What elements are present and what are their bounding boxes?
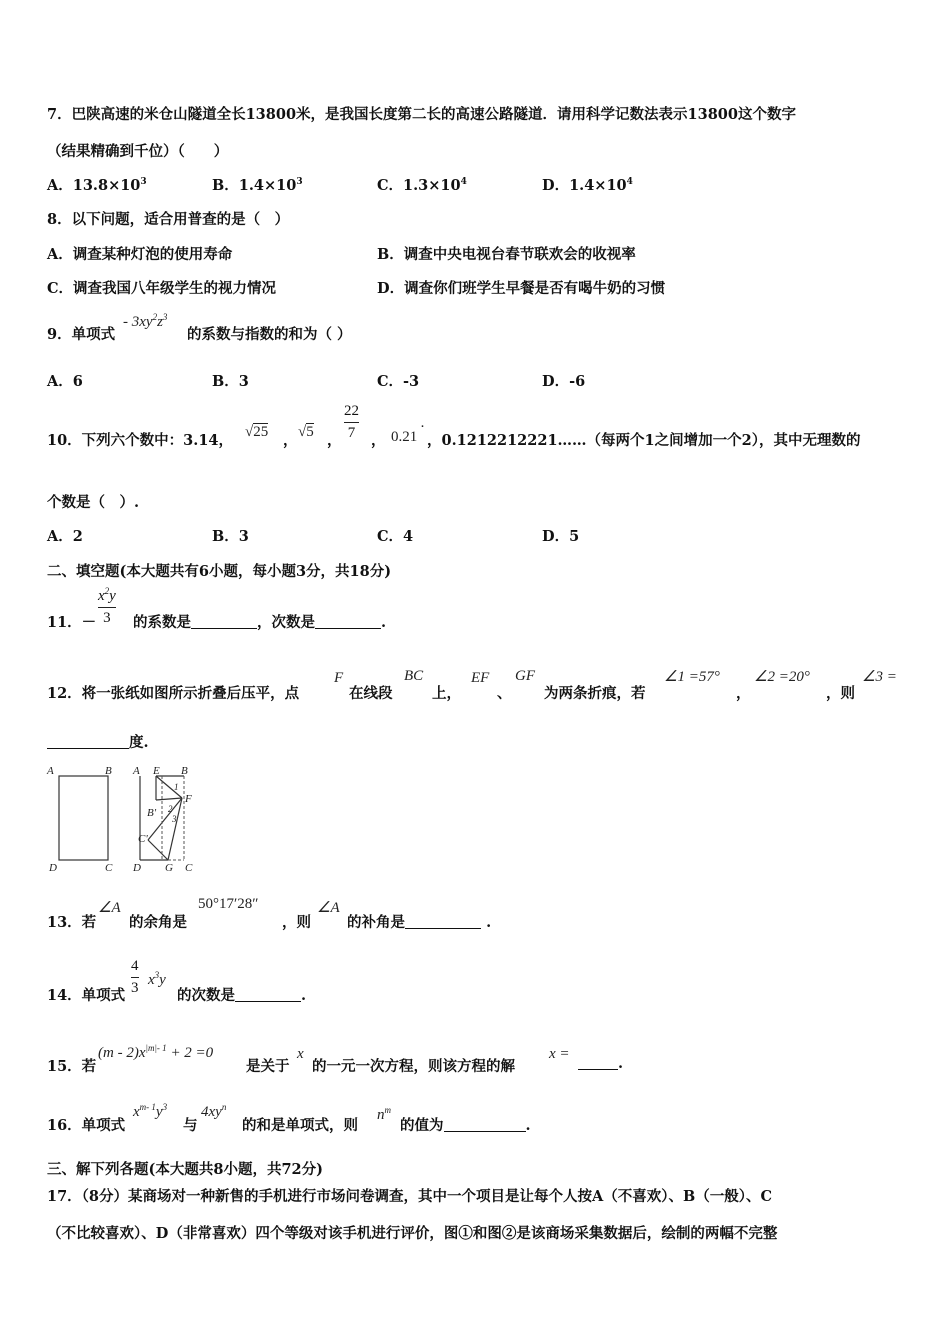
q15-part3: 的一元一次方程，则该方程的解 xyxy=(312,1058,515,1075)
fig-label-b2: B xyxy=(181,765,188,777)
q12-part1: 12．将一张纸如图所示折叠后压平，点 xyxy=(47,685,300,702)
q16-part2: 与 xyxy=(183,1117,198,1134)
q12-fold-figure xyxy=(44,760,204,878)
q12-blank[interactable] xyxy=(47,734,129,749)
fig-label-a2: A xyxy=(133,765,140,777)
q12-segment-ef: EF xyxy=(471,670,490,686)
q15-blank[interactable] xyxy=(578,1055,618,1070)
fig-label-e: E xyxy=(153,765,160,777)
q16-part3: 的和是单项式，则 xyxy=(242,1117,358,1134)
fig-label-c-prime: C' xyxy=(138,833,148,845)
fig-label-c: C xyxy=(105,862,113,874)
fig-label-1: 1 xyxy=(174,782,179,792)
q10-option-c: C．4 xyxy=(377,528,414,545)
q9-prefix: 9．单项式 xyxy=(47,326,116,343)
q13-part3: ，则 xyxy=(282,914,311,931)
q9-option-b: B．3 xyxy=(212,373,249,390)
fig-label-d2: D xyxy=(133,862,141,874)
q7-option-a: A．$13.8\times 10^3$ xyxy=(47,177,147,194)
fig-label-b-prime: B' xyxy=(147,807,157,819)
q12-part3: 上， xyxy=(432,685,461,702)
q7-stem-line2: （结果精确到千位）（ ） xyxy=(47,143,229,160)
q10-option-a: A．2 xyxy=(47,528,83,545)
q12-line2: 度. xyxy=(47,731,149,752)
q14-monomial: $x^3y$ xyxy=(148,970,166,988)
q10-line2: 个数是（ ）. xyxy=(47,494,140,511)
fig-label-f: F xyxy=(185,793,192,805)
fig-fold-2 xyxy=(156,798,182,800)
q13-blank[interactable] xyxy=(405,914,481,929)
q13-value: 50°17′28″ xyxy=(198,896,259,912)
fig-label-b: B xyxy=(105,765,112,777)
q16-monomial-1: $x^{m- 1}y^3$ xyxy=(133,1102,168,1120)
q7-option-d: D．$1.4\times 10^4$ xyxy=(542,177,633,194)
fig-label-3: 3 xyxy=(172,814,177,824)
q15-solution-x: x = xyxy=(549,1046,570,1062)
q8-option-a: A．调查某种灯泡的使用寿命 xyxy=(47,246,233,263)
fig-fold-4 xyxy=(148,840,168,860)
q10-option-d: D．5 xyxy=(542,528,580,545)
q16-monomial-2: $4xy^n$ xyxy=(201,1102,227,1120)
fig-label-2: 2 xyxy=(168,804,173,814)
q15-blank-wrap: . xyxy=(578,1055,623,1072)
q10-mid: ，0.1212212221……（每两个1之间增加一个2），其中无理数的 xyxy=(427,432,861,449)
q12-angle-3: ∠3 = xyxy=(862,669,897,685)
q11-fraction: $x^2y$ 3 xyxy=(98,586,116,626)
fig-label-c2: C xyxy=(185,862,193,874)
q15-part2: 是关于 xyxy=(246,1058,290,1075)
q10-prefix: 10．下列六个数中：3.14， xyxy=(47,432,233,449)
q16-power: $n^m$ xyxy=(377,1105,391,1123)
q17-line1: 17．（8分）某商场对一种新售的手机进行市场问卷调查，其中一个项目是让每个人按A（不喜欢）、B（一般）、C xyxy=(47,1188,773,1205)
q15-part1: 15．若 xyxy=(47,1058,97,1075)
q10-fraction: 22 7 xyxy=(344,403,359,441)
q8-option-b: B．调查中央电视台春节联欢会的收视率 xyxy=(377,246,636,263)
q9-option-d: D．-6 xyxy=(542,373,586,390)
q16-blank[interactable] xyxy=(444,1117,526,1132)
q11-prefix: 11．－ xyxy=(47,614,97,631)
fig-label-g: G xyxy=(165,862,173,874)
q14-fraction: 4 3 xyxy=(131,958,139,996)
fig-label-a: A xyxy=(47,765,54,777)
q11-blank-1[interactable] xyxy=(191,614,257,629)
section-2-heading: 二、填空题(本大题共有6小题，每小题3分，共18分) xyxy=(47,563,392,580)
q10-sep3: ， xyxy=(371,432,386,449)
q12-segment-gf: GF xyxy=(515,668,535,684)
q9-option-a: A．6 xyxy=(47,373,83,390)
q7-option-b: B．$1.4\times 10^3$ xyxy=(212,177,303,194)
q12-part6: ，则 xyxy=(826,685,855,702)
q12-angle-1: ∠1 =57° xyxy=(664,669,720,685)
fig-label-d: D xyxy=(49,862,57,874)
fig-rect-abcd xyxy=(59,776,108,860)
q12-part4: 、 xyxy=(497,685,512,702)
q14-part2: 的次数是 . xyxy=(177,987,307,1004)
q10-sqrt-25: √25 xyxy=(245,424,269,440)
q12-sep: ， xyxy=(736,685,751,702)
q9-monomial: - $3xy^2z^3$ xyxy=(123,312,168,330)
q13-angle-a2: ∠A xyxy=(317,900,340,916)
q15-equation: $(m - 2)x^{|m|- 1} + 2 =0$ xyxy=(98,1043,214,1061)
q9-suffix: 的系数与指数的和为（ ） xyxy=(187,326,352,343)
q16-part1: 16．单项式 xyxy=(47,1117,126,1134)
q16-part4: 的值为 . xyxy=(400,1117,531,1134)
q8-stem: 8．以下问题，适合用普查的是（ ） xyxy=(47,211,290,228)
q13-angle-a: ∠A xyxy=(98,900,121,916)
q10-sep1: ， xyxy=(283,432,298,449)
q12-point-f: F xyxy=(334,670,344,686)
q9-option-c: C．-3 xyxy=(377,373,420,390)
q14-part1: 14．单项式 xyxy=(47,987,126,1004)
q12-segment-bc: BC xyxy=(404,668,424,684)
q13-part4: 的补角是 . xyxy=(347,914,492,931)
q14-blank[interactable] xyxy=(235,987,301,1002)
q11-blank-2[interactable] xyxy=(315,614,381,629)
q11-text: 的系数是 ，次数是 . xyxy=(133,614,387,631)
q7-option-c: C．$1.3\times 10^4$ xyxy=(377,177,467,194)
q15-var-x: x xyxy=(297,1046,304,1062)
q12-part5: 为两条折痕，若 xyxy=(544,685,646,702)
q17-line2: （不比较喜欢）、D（非常喜欢）四个等级对该手机进行评价，图①和图②是该商场采集数据后，绘制的两幅不完整 xyxy=(47,1225,778,1242)
q8-option-c: C．调查我国八年级学生的视力情况 xyxy=(47,280,277,297)
q7-stem-line1: 7．巴陕高速的米仓山隧道全长13800米，是我国长度第二长的高速公路隧道．请用科学记数法表示13800这个数字 xyxy=(47,106,796,123)
q12-angle-2: ∠2 =20° xyxy=(754,669,810,685)
q10-sqrt-5: √5 xyxy=(298,424,314,440)
q13-part1: 13．若 xyxy=(47,914,97,931)
q10-sep2: ， xyxy=(327,432,342,449)
section-3-heading: 三、解下列各题(本大题共8小题，共72分) xyxy=(47,1161,323,1178)
q12-part2: 在线段 xyxy=(349,685,393,702)
q10-option-b: B．3 xyxy=(212,528,249,545)
q8-option-d: D．调查你们班学生早餐是否有喝牛奶的习惯 xyxy=(377,280,666,297)
q13-part2: 的余角是 xyxy=(129,914,187,931)
q10-repeating-decimal: 0.21 · xyxy=(391,419,425,445)
